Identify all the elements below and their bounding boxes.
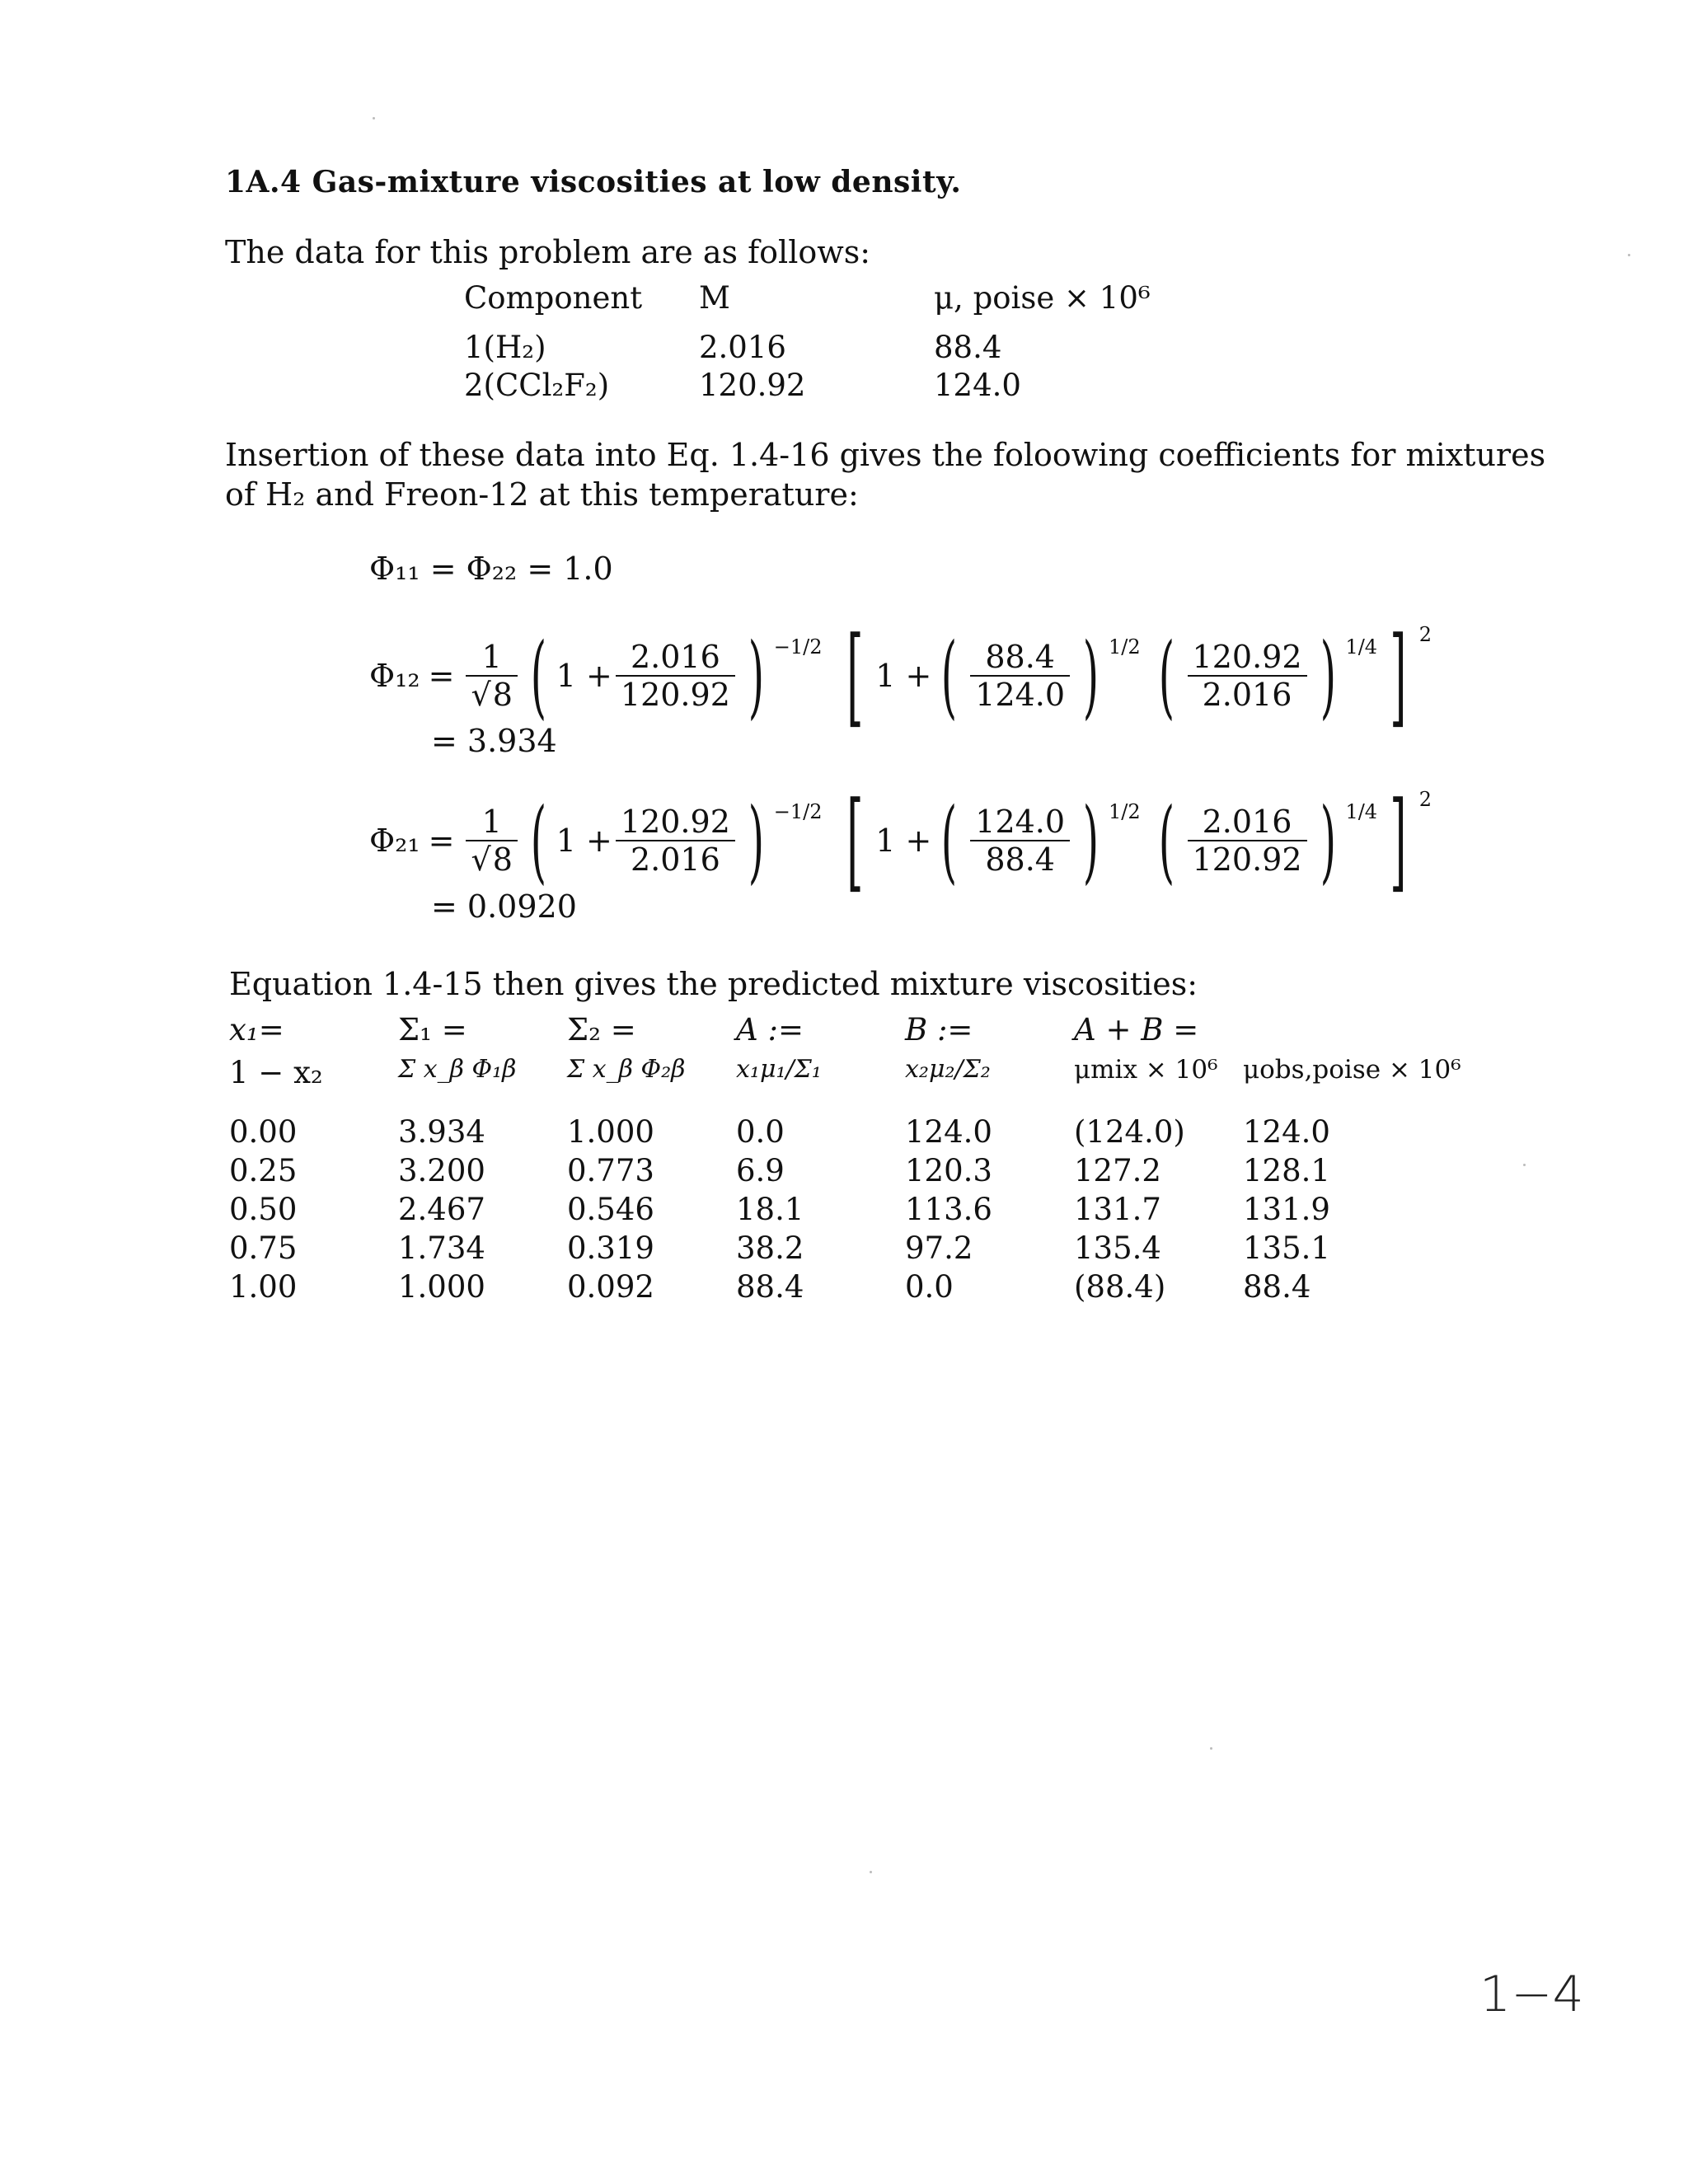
page-number: 1−4 <box>1479 1966 1584 2023</box>
phi12-equation <box>369 613 1432 738</box>
components-cell: 120.92 <box>699 368 806 403</box>
phi12-label: Φ₁₂ <box>369 658 420 694</box>
exponent: 1/4 <box>1345 635 1378 658</box>
exponent: 1/2 <box>1109 635 1141 658</box>
denominator: √8 <box>471 677 513 713</box>
section-title: 1A.4 Gas-mixture viscosities at low density. <box>225 165 962 199</box>
exponent: 2 <box>1418 788 1432 811</box>
numerator: 124.0 <box>970 804 1070 841</box>
numerator: 2.016 <box>616 639 735 677</box>
mass-ratio-fraction <box>616 804 735 878</box>
table-cell: 88.4 <box>736 1269 804 1305</box>
table-cell: 0.092 <box>567 1269 654 1305</box>
mass-ratio-fraction <box>616 639 735 713</box>
components-cell: 1(H₂) <box>464 330 546 365</box>
numerator: 120.92 <box>1188 639 1307 677</box>
intro-text: The data for this problem are as follows: <box>225 234 871 270</box>
left-paren: ( <box>941 623 958 729</box>
table-cell: 0.0 <box>736 1114 785 1150</box>
mixture-header: μmix × 10⁶ <box>1074 1055 1218 1085</box>
left-paren: ( <box>530 623 546 729</box>
viscosity-ratio-fraction <box>970 804 1070 878</box>
table-cell: 135.1 <box>1243 1230 1330 1266</box>
insertion-text-line2: of H₂ and Freon-12 at this temperature: <box>225 476 859 513</box>
mixture-header: Σ₂ = <box>567 1012 636 1047</box>
scan-speck <box>1523 1164 1526 1166</box>
denominator: 2.016 <box>1202 677 1292 713</box>
table-cell: 113.6 <box>905 1192 992 1227</box>
table-cell: 0.319 <box>567 1230 654 1266</box>
one-plus: 1 + <box>556 658 612 694</box>
table-cell: 3.934 <box>398 1114 485 1150</box>
denominator: 120.92 <box>1192 841 1302 878</box>
table-cell: 124.0 <box>1243 1114 1330 1150</box>
exponent: −1/2 <box>773 635 823 658</box>
table-cell: 127.2 <box>1074 1153 1161 1188</box>
table-cell: 0.0 <box>905 1269 954 1305</box>
right-paren: ) <box>1082 623 1100 729</box>
table-cell: 6.9 <box>736 1153 785 1188</box>
scan-speck <box>373 117 375 120</box>
left-paren: ( <box>941 788 958 893</box>
exponent: 1/4 <box>1345 800 1378 823</box>
phi21-result: = 0.0920 <box>431 888 577 925</box>
mixture-header: A := <box>736 1012 804 1047</box>
mixture-header: Σ x_β Φ₁β <box>398 1055 517 1084</box>
components-header-mu: μ, poise × 10⁶ <box>934 280 1151 316</box>
table-cell: 88.4 <box>1243 1269 1311 1305</box>
denominator: 120.92 <box>620 677 730 713</box>
left-bracket: [ <box>846 778 864 903</box>
mixture-header: 1 − x₂ <box>229 1055 323 1090</box>
table-cell: 2.467 <box>398 1192 485 1227</box>
equals-sign: = <box>428 658 455 694</box>
components-header-m: M <box>699 280 730 316</box>
components-header-component: Component <box>464 280 643 316</box>
right-bracket: ] <box>1390 613 1407 738</box>
right-bracket: ] <box>1390 778 1407 903</box>
table-cell: 0.00 <box>229 1114 298 1150</box>
table-cell: 0.773 <box>567 1153 654 1188</box>
table-cell: 124.0 <box>905 1114 992 1150</box>
mixture-header: μobs,poise × 10⁶ <box>1243 1055 1461 1085</box>
phi11-equation: Φ₁₁ = Φ₂₂ = 1.0 <box>369 551 613 587</box>
mixture-header: Σ x_β Φ₂β <box>567 1055 686 1084</box>
table-cell: 0.25 <box>229 1153 298 1188</box>
exponent: −1/2 <box>773 800 823 823</box>
table-cell: (88.4) <box>1074 1269 1166 1305</box>
equals-sign: = <box>428 823 455 859</box>
numerator: 1 <box>466 804 517 841</box>
table-cell: 0.50 <box>229 1192 298 1227</box>
table-cell: 97.2 <box>905 1230 973 1266</box>
phi12-result: = 3.934 <box>431 723 557 759</box>
denominator: 2.016 <box>630 841 720 878</box>
components-cell: 124.0 <box>934 368 1021 403</box>
one-plus: 1 + <box>556 823 612 859</box>
viscosity-ratio-fraction <box>970 639 1070 713</box>
denominator: 88.4 <box>985 841 1055 878</box>
mixture-header: x₁= <box>229 1012 284 1047</box>
left-paren: ( <box>1158 623 1175 729</box>
equation-text: Equation 1.4-15 then gives the predicted mixture viscosities: <box>229 966 1198 1002</box>
numerator: 1 <box>466 639 517 677</box>
table-cell: (124.0) <box>1074 1114 1185 1150</box>
components-cell: 2(CCl₂F₂) <box>464 368 610 403</box>
table-cell: 1.000 <box>398 1269 485 1305</box>
phi21-equation <box>369 778 1432 903</box>
right-paren: ) <box>1320 623 1336 729</box>
table-cell: 3.200 <box>398 1153 485 1188</box>
components-cell: 2.016 <box>699 330 786 365</box>
mixture-header: B := <box>905 1012 973 1047</box>
table-cell: 18.1 <box>736 1192 804 1227</box>
scan-speck <box>1628 254 1630 256</box>
mass-ratio-fraction <box>1188 804 1307 878</box>
numerator: 2.016 <box>1188 804 1307 841</box>
table-cell: 120.3 <box>905 1153 992 1188</box>
right-paren: ) <box>1320 788 1336 893</box>
components-cell: 88.4 <box>934 330 1002 365</box>
left-bracket: [ <box>846 613 864 738</box>
left-paren: ( <box>530 788 546 893</box>
one-over-sqrt8 <box>466 639 517 713</box>
table-cell: 38.2 <box>736 1230 804 1266</box>
table-cell: 128.1 <box>1243 1153 1330 1188</box>
numerator: 88.4 <box>970 639 1070 677</box>
right-paren: ) <box>748 623 764 729</box>
one-over-sqrt8 <box>466 804 517 878</box>
one-plus: 1 + <box>875 658 932 694</box>
mixture-header: Σ₁ = <box>398 1012 467 1047</box>
table-cell: 135.4 <box>1074 1230 1161 1266</box>
insertion-text-line1: Insertion of these data into Eq. 1.4-16 gives the foloowing coefficients for mixtures <box>225 437 1546 473</box>
table-cell: 0.546 <box>567 1192 654 1227</box>
scan-speck <box>870 1871 872 1873</box>
one-plus: 1 + <box>875 823 932 859</box>
table-cell: 0.75 <box>229 1230 298 1266</box>
table-cell: 1.000 <box>567 1114 654 1150</box>
exponent: 2 <box>1418 623 1432 646</box>
sqrt-arg: 8 <box>492 677 513 713</box>
right-paren: ) <box>1082 788 1100 893</box>
table-cell: 131.9 <box>1243 1192 1330 1227</box>
table-cell: 1.734 <box>398 1230 485 1266</box>
mixture-header: A + B = <box>1074 1012 1199 1047</box>
table-cell: 131.7 <box>1074 1192 1161 1227</box>
mixture-header: x₁μ₁/Σ₁ <box>736 1055 822 1084</box>
table-cell: 1.00 <box>229 1269 298 1305</box>
sqrt-arg: 8 <box>492 841 513 878</box>
left-paren: ( <box>1158 788 1175 893</box>
denominator: 124.0 <box>975 677 1066 713</box>
numerator: 120.92 <box>616 804 735 841</box>
phi21-label: Φ₂₁ <box>369 823 420 859</box>
exponent: 1/2 <box>1109 800 1141 823</box>
right-paren: ) <box>748 788 764 893</box>
mixture-header: x₂μ₂/Σ₂ <box>905 1055 991 1084</box>
scan-speck <box>1210 1747 1212 1750</box>
mass-ratio-fraction <box>1188 639 1307 713</box>
denominator: √8 <box>471 841 513 878</box>
